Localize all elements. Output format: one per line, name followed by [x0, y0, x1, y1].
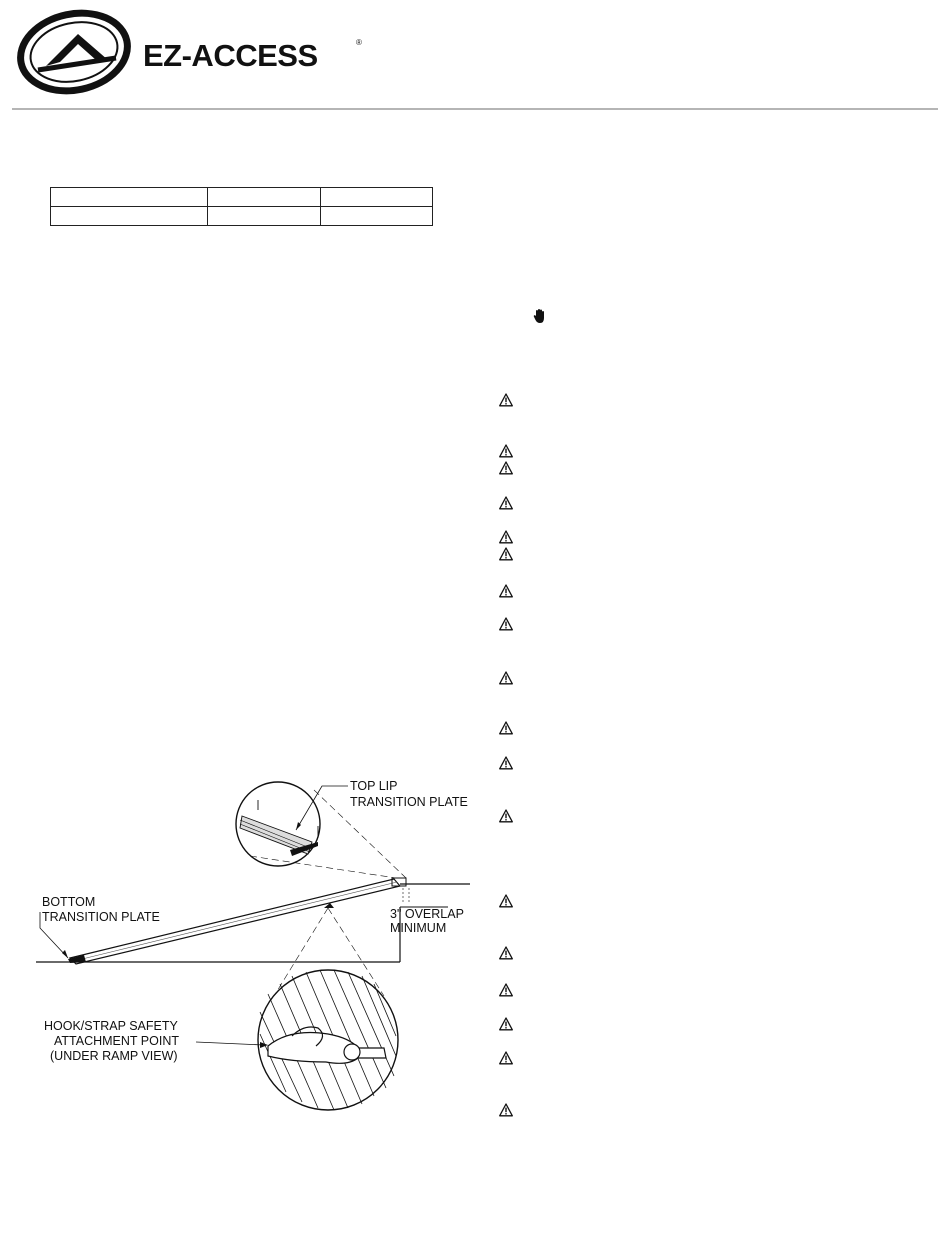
warning-triangle-icon [499, 1103, 513, 1117]
table-cell [321, 188, 433, 207]
hand-stop-icon [533, 308, 547, 322]
page-header [0, 0, 950, 110]
warning-triangle-icon [499, 809, 513, 823]
warning-triangle-icon [499, 496, 513, 510]
bottom-label-line2: TRANSITION PLATE [42, 910, 160, 924]
table-row [51, 188, 433, 207]
warning-triangle-icon [499, 671, 513, 685]
warning-triangle-icon [499, 461, 513, 475]
ez-access-logo [16, 8, 362, 100]
warning-triangle-icon [499, 444, 513, 458]
table-row [51, 207, 433, 226]
warning-triangle-icon [499, 1017, 513, 1031]
table-cell [208, 188, 321, 207]
warning-triangle-icon [499, 946, 513, 960]
warning-triangle-icon [499, 894, 513, 908]
top-lip-label-line1: TOP LIP [350, 779, 398, 793]
header-divider [12, 108, 938, 110]
table-cell [51, 188, 208, 207]
registered-mark: ® [356, 38, 362, 47]
top-lip-label-line2: TRANSITION PLATE [350, 795, 468, 809]
overlap-label-line2: MINIMUM [390, 921, 447, 935]
overlap-label-line1: 3" OVERLAP [390, 907, 464, 921]
hook-label-line3: (UNDER RAMP VIEW) [50, 1049, 178, 1063]
ez-access-emblem-icon [16, 8, 146, 100]
warning-triangle-icon [499, 547, 513, 561]
brand-name: EZ-ACCESS [143, 38, 318, 73]
specification-table [50, 187, 433, 226]
table-cell [321, 207, 433, 226]
warning-triangle-icon [499, 584, 513, 598]
warning-triangle-icon [499, 617, 513, 631]
table-cell [51, 207, 208, 226]
warning-triangle-icon [499, 756, 513, 770]
warning-triangle-icon [499, 530, 513, 544]
bottom-label-line1: BOTTOM [42, 895, 96, 909]
ramp-installation-diagram [28, 762, 488, 1134]
warning-triangle-icon [499, 721, 513, 735]
table-cell [208, 207, 321, 226]
warning-triangle-icon [499, 983, 513, 997]
warning-triangle-icon [499, 393, 513, 407]
hook-label-line1: HOOK/STRAP SAFETY [44, 1019, 178, 1033]
hook-label-line2: ATTACHMENT POINT [54, 1034, 179, 1048]
warning-triangle-icon [499, 1051, 513, 1065]
